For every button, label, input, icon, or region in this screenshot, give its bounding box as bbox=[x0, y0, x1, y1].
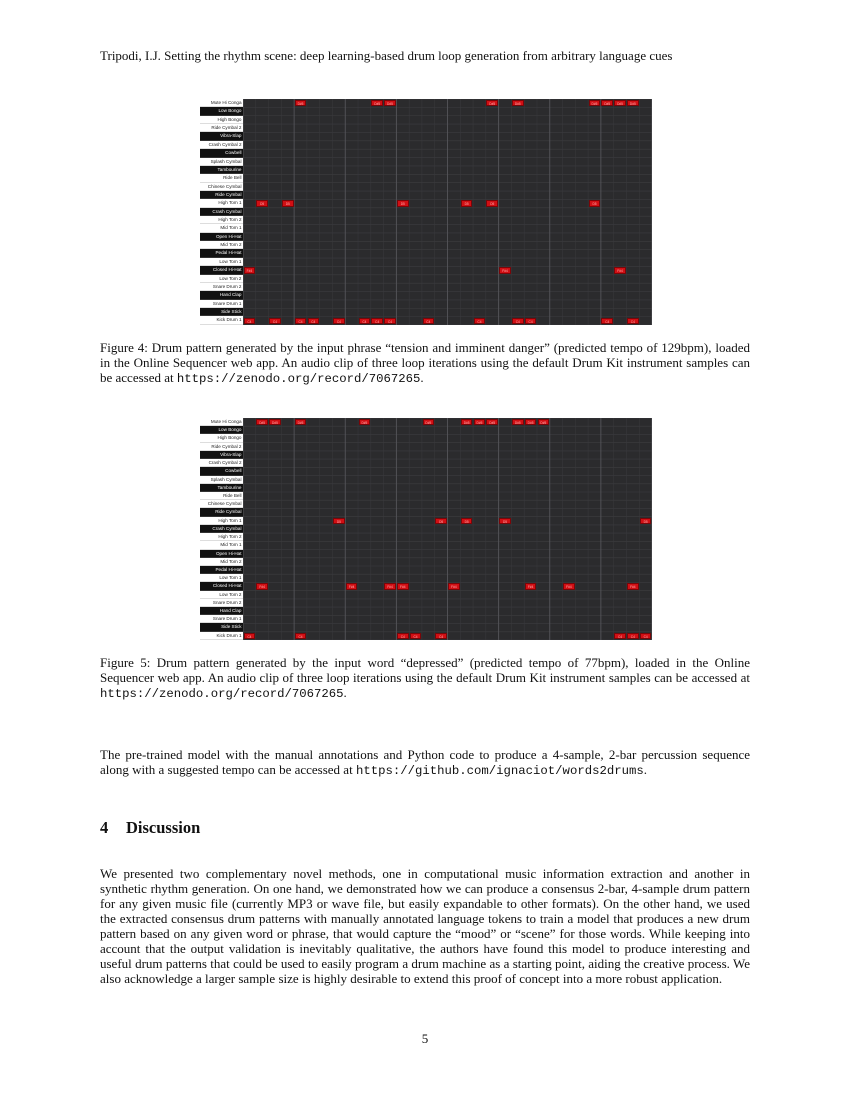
drum-note[interactable]: C4 bbox=[371, 318, 383, 324]
drum-note[interactable]: D#5 bbox=[295, 100, 307, 106]
zenodo-link[interactable]: https://zenodo.org/record/7067265 bbox=[176, 372, 421, 386]
drum-note[interactable]: D5 bbox=[499, 518, 511, 524]
drum-note[interactable]: D#5 bbox=[512, 419, 524, 425]
drum-note[interactable]: F#4 bbox=[627, 583, 639, 589]
drum-note[interactable]: F#4 bbox=[525, 583, 537, 589]
instrument-label: High Tom 1 bbox=[200, 517, 243, 525]
instrument-label: Cowbell bbox=[200, 467, 243, 475]
drum-note[interactable]: C4 bbox=[333, 318, 345, 324]
drum-note[interactable]: D#5 bbox=[423, 419, 435, 425]
instrument-label: Side Stick bbox=[200, 623, 243, 631]
drum-note[interactable]: D5 bbox=[333, 518, 345, 524]
instrument-label: Low Tom 1 bbox=[200, 258, 243, 266]
instrument-label: High Tom 2 bbox=[200, 533, 243, 541]
instrument-label: Ride Cymbal 2 bbox=[200, 124, 243, 132]
drum-note[interactable]: D5 bbox=[486, 200, 498, 206]
instrument-label: Snare Drum 1 bbox=[200, 300, 243, 308]
instrument-label: High Bongo bbox=[200, 116, 243, 124]
drum-note[interactable]: D#5 bbox=[486, 419, 498, 425]
page-number: 5 bbox=[421, 1031, 429, 1046]
instrument-label: Open Hi-Hat bbox=[200, 233, 243, 241]
drum-note[interactable]: D#5 bbox=[295, 419, 307, 425]
drum-note[interactable]: D#5 bbox=[614, 100, 626, 106]
drum-note[interactable]: C4 bbox=[512, 318, 524, 324]
grid-lines bbox=[243, 99, 652, 325]
drum-note[interactable]: D#5 bbox=[371, 100, 383, 106]
instrument-label: Mute Hi Conga bbox=[200, 418, 243, 426]
paragraph-end: . bbox=[643, 762, 647, 777]
model-availability-paragraph bbox=[100, 747, 750, 779]
drum-note[interactable]: D5 bbox=[435, 518, 447, 524]
drum-note[interactable]: D5 bbox=[589, 200, 601, 206]
instrument-label: Pedal Hi-Hat bbox=[200, 249, 243, 257]
section-title: Discussion bbox=[126, 818, 201, 837]
instrument-label: Snare Drum 2 bbox=[200, 599, 243, 607]
instrument-label: Vibra-Slap bbox=[200, 451, 243, 459]
instrument-label: Low Tom 2 bbox=[200, 591, 243, 599]
drum-note[interactable]: D5 bbox=[282, 200, 294, 206]
instrument-label: Hand Clap bbox=[200, 291, 243, 299]
instrument-label: Ride Bell bbox=[200, 174, 243, 182]
drum-note[interactable]: C4 bbox=[435, 633, 447, 639]
instrument-label: Kick Drum 1 bbox=[200, 632, 243, 640]
instrument-label: Vibra-Slap bbox=[200, 132, 243, 140]
drum-note[interactable]: C4 bbox=[269, 318, 281, 324]
drum-note[interactable]: F#4 bbox=[346, 583, 358, 589]
sequencer-grid bbox=[243, 418, 652, 640]
instrument-label: Crash Cymbal bbox=[200, 525, 243, 533]
drum-note[interactable]: C4 bbox=[525, 318, 537, 324]
drum-note[interactable]: C4 bbox=[423, 318, 435, 324]
instrument-label: Hand Clap bbox=[200, 607, 243, 615]
drum-note[interactable]: D#5 bbox=[269, 419, 281, 425]
drum-note[interactable]: F#4 bbox=[397, 583, 409, 589]
instrument-label: Snare Drum 1 bbox=[200, 615, 243, 623]
instrument-label: Snare Drum 2 bbox=[200, 283, 243, 291]
instrument-label: Closed Hi-Hat bbox=[200, 266, 243, 274]
instrument-label: Kick Drum 1 bbox=[200, 316, 243, 324]
instrument-label: Mute Hi Conga bbox=[200, 99, 243, 107]
drum-note[interactable]: C4 bbox=[359, 318, 371, 324]
instrument-label: Mid Tom 1 bbox=[200, 541, 243, 549]
section-heading bbox=[100, 818, 200, 838]
instrument-label: Tambourine bbox=[200, 166, 243, 174]
figure-4-caption bbox=[100, 340, 750, 387]
github-link[interactable]: https://github.com/ignaciot/words2drums bbox=[355, 764, 644, 778]
drum-note[interactable]: D#5 bbox=[474, 419, 486, 425]
drum-note[interactable]: F#4 bbox=[614, 267, 626, 273]
drum-note[interactable]: C4 bbox=[295, 318, 307, 324]
instrument-label: Ride Cymbal bbox=[200, 508, 243, 516]
drum-note[interactable]: C4 bbox=[627, 318, 639, 324]
grid-lines bbox=[243, 418, 652, 640]
instrument-label: Crash Cymbal 2 bbox=[200, 459, 243, 467]
drum-note[interactable]: F#4 bbox=[448, 583, 460, 589]
drum-note[interactable]: D5 bbox=[397, 200, 409, 206]
instrument-labels bbox=[200, 99, 243, 325]
instrument-label: Side Stick bbox=[200, 308, 243, 316]
instrument-label: Low Bongo bbox=[200, 107, 243, 115]
drum-note[interactable]: D#5 bbox=[486, 100, 498, 106]
paragraph-text: The pre-trained model with the manual annotations and Python code to produce a 4-sample, 2-bar percussion sequence along with a suggested tempo can be accessed at bbox=[100, 747, 750, 777]
instrument-label: Low Tom 2 bbox=[200, 275, 243, 283]
drum-note[interactable]: C4 bbox=[244, 318, 256, 324]
caption-text: Figure 5: Drum pattern generated by the input word “depressed” (predicted tempo of 77bpm), loaded in the Online Sequencer web app. An audio clip of three loop iterations using the default Drum Kit instrument samples can be accessed at bbox=[100, 655, 750, 685]
section-number: 4 bbox=[100, 818, 109, 837]
instrument-label: Cowbell bbox=[200, 149, 243, 157]
drum-note[interactable]: D5 bbox=[461, 200, 473, 206]
instrument-label: Mid Tom 2 bbox=[200, 241, 243, 249]
sequencer-figure-5 bbox=[200, 418, 652, 640]
drum-note[interactable]: D#5 bbox=[525, 419, 537, 425]
drum-note[interactable]: C4 bbox=[384, 318, 396, 324]
instrument-label: Crash Cymbal 2 bbox=[200, 141, 243, 149]
drum-note[interactable]: D#5 bbox=[512, 100, 524, 106]
instrument-labels bbox=[200, 418, 243, 640]
instrument-label: Low Tom 1 bbox=[200, 574, 243, 582]
instrument-label: Pedal Hi-Hat bbox=[200, 566, 243, 574]
instrument-label: Mid Tom 2 bbox=[200, 558, 243, 566]
drum-note[interactable]: C4 bbox=[295, 633, 307, 639]
instrument-label: Chinese Cymbal bbox=[200, 500, 243, 508]
drum-note[interactable]: C4 bbox=[244, 633, 256, 639]
instrument-label: High Tom 1 bbox=[200, 199, 243, 207]
drum-note[interactable]: F#4 bbox=[256, 583, 268, 589]
instrument-label: Low Bongo bbox=[200, 426, 243, 434]
drum-note[interactable]: C4 bbox=[614, 633, 626, 639]
caption-text: Figure 4: Drum pattern generated by the input phrase “tension and imminent danger” (predicted tempo of 129bpm), loaded in the Online Sequencer web app. An audio clip of three loop iterations using the default Drum Kit instrument samples can be accessed at bbox=[100, 340, 750, 385]
caption-end: . bbox=[343, 685, 347, 700]
caption-end: . bbox=[420, 370, 424, 385]
instrument-label: Splash Cymbal bbox=[200, 476, 243, 484]
drum-note[interactable]: F#4 bbox=[563, 583, 575, 589]
drum-note[interactable]: C4 bbox=[308, 318, 320, 324]
instrument-label: Ride Cymbal 2 bbox=[200, 443, 243, 451]
instrument-label: Open Hi-Hat bbox=[200, 550, 243, 558]
drum-note[interactable]: D5 bbox=[256, 200, 268, 206]
drum-note[interactable]: C4 bbox=[640, 633, 652, 639]
instrument-label: Crash Cymbal bbox=[200, 208, 243, 216]
discussion-paragraph: We presented two complementary novel methods, one in computational music information extraction and another in synthetic rhythm generation. On one hand, we demonstrated how we can produce a consensus 2-bar, 4-sample drum pattern for any given music file (currently MP3 or wave file, but easily expandable to other formats). On the other hand, we used the extracted consensus drum patterns with manually annotated language tokens to train a model that produces a new drum pattern based on any given word or phrase, that would capture the “mood” or “scene” for those words. While keeping into account that the output validation is inevitably qualitative, the authors have found this model to produce interesting and useful drum patterns that could be used to easily program a drum machine as a starting point, aiding the creative process. We also acknowledge a larger sample size is highly desirable to extend this proof of concept into a more robust application. bbox=[100, 866, 750, 986]
drum-note[interactable]: C4 bbox=[410, 633, 422, 639]
drum-note[interactable]: C4 bbox=[474, 318, 486, 324]
sequencer-grid bbox=[243, 99, 652, 325]
instrument-label: Closed Hi-Hat bbox=[200, 582, 243, 590]
drum-note[interactable]: D#5 bbox=[384, 100, 396, 106]
instrument-label: Tambourine bbox=[200, 484, 243, 492]
drum-note[interactable]: D#5 bbox=[359, 419, 371, 425]
figure-5-caption bbox=[100, 655, 750, 702]
drum-note[interactable]: D5 bbox=[640, 518, 652, 524]
drum-note[interactable]: D#5 bbox=[627, 100, 639, 106]
instrument-label: High Tom 2 bbox=[200, 216, 243, 224]
drum-note[interactable]: D#5 bbox=[538, 419, 550, 425]
drum-note[interactable]: F#4 bbox=[499, 267, 511, 273]
sequencer-figure-4 bbox=[200, 99, 652, 325]
instrument-label: Chinese Cymbal bbox=[200, 183, 243, 191]
drum-note[interactable]: C4 bbox=[627, 633, 639, 639]
drum-note[interactable]: C4 bbox=[601, 318, 613, 324]
drum-note[interactable]: D#5 bbox=[589, 100, 601, 106]
drum-note[interactable]: D#5 bbox=[256, 419, 268, 425]
drum-note[interactable]: F#4 bbox=[384, 583, 396, 589]
drum-note[interactable]: D#5 bbox=[461, 419, 473, 425]
running-header: Tripodi, I.J. Setting the rhythm scene: deep learning-based drum loop generation from arbitrary language cues bbox=[100, 48, 673, 63]
instrument-label: Splash Cymbal bbox=[200, 158, 243, 166]
drum-note[interactable]: D#5 bbox=[601, 100, 613, 106]
instrument-label: Mid Tom 1 bbox=[200, 224, 243, 232]
drum-note[interactable]: F#4 bbox=[244, 267, 256, 273]
drum-note[interactable]: D5 bbox=[461, 518, 473, 524]
instrument-label: Ride Cymbal bbox=[200, 191, 243, 199]
drum-note[interactable]: C4 bbox=[397, 633, 409, 639]
instrument-label: Ride Bell bbox=[200, 492, 243, 500]
instrument-label: High Bongo bbox=[200, 434, 243, 442]
zenodo-link[interactable]: https://zenodo.org/record/7067265 bbox=[100, 687, 344, 701]
